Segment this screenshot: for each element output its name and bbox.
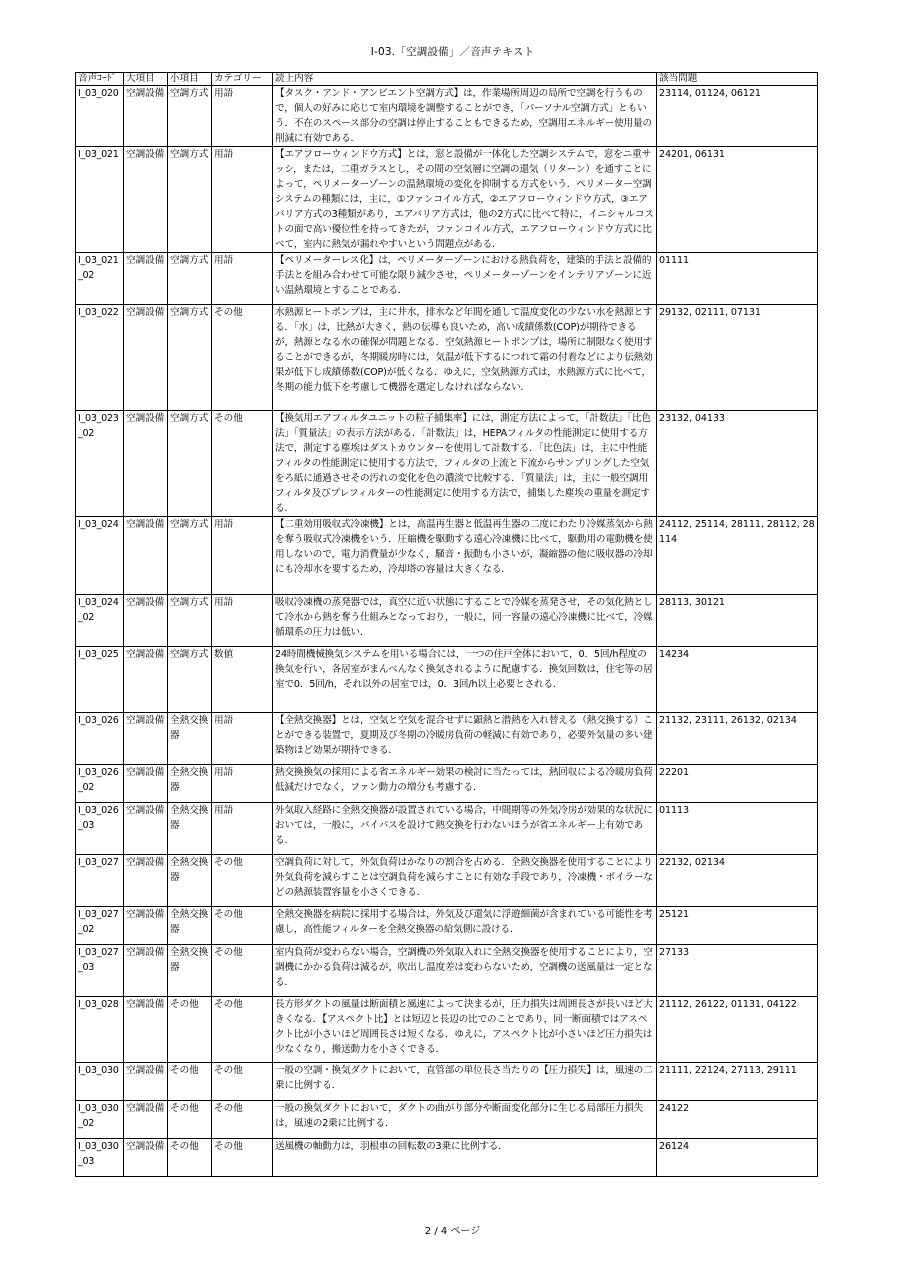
- row-reading-text: 一般の空調・換気ダクトにおいて，直管部の単位長さ当たりの【圧力損失】は，風速の二乗に比例する．: [273, 1063, 657, 1101]
- row-major-item: 空調設備: [124, 997, 168, 1063]
- row-code: I_03_030: [76, 1063, 124, 1101]
- row-minor-item: 全熱交換器: [168, 713, 212, 765]
- row-minor-item: その他: [168, 1139, 212, 1177]
- row-related-questions: 23114, 01124, 06121: [657, 86, 818, 147]
- header-major: 大項目: [124, 73, 168, 86]
- row-related-questions: 24112, 25114, 28111, 28112, 28114: [657, 517, 818, 595]
- row-minor-item: 空調方式: [168, 253, 212, 305]
- table-row: [76, 647, 818, 713]
- row-major-item: 空調設備: [124, 855, 168, 907]
- row-reading-text: 【タスク・アンド・アンビエント空調方式】は，作業場所周辺の局所で空調を行うもので，個人の好みに応じて室内環境を調整することができ，「パーソナル空調方式」ともいう．不在のスペース部分の空調は停止することもできるため，空調用エネルギー使用量の削減に有効である．: [273, 86, 657, 147]
- row-category: 用語: [212, 765, 273, 803]
- row-code: I_03_030_03: [76, 1139, 124, 1177]
- row-reading-text: 室内負荷が変わらない場合，空調機の外気取入れに全熱交換器を使用することにより，空調機にかかる負荷は減るが，吹出し温度差は変わらないため，空調機の送風量は一定となる．: [273, 945, 657, 997]
- row-major-item: 空調設備: [124, 1139, 168, 1177]
- table-row: [76, 253, 818, 305]
- row-related-questions: 22201: [657, 765, 818, 803]
- row-code: I_03_023_02: [76, 411, 124, 517]
- row-category: その他: [212, 1063, 273, 1101]
- row-minor-item: 全熱交換器: [168, 765, 212, 803]
- row-code: I_03_021: [76, 147, 124, 253]
- row-code: I_03_026_02: [76, 765, 124, 803]
- row-reading-text: 送風機の軸動力は，羽根車の回転数の3乗に比例する．: [273, 1139, 657, 1177]
- table-row: [76, 1139, 818, 1177]
- row-major-item: 空調設備: [124, 945, 168, 997]
- row-code: I_03_024_02: [76, 595, 124, 647]
- row-reading-text: 【二重効用吸収式冷凍機】とは，高温再生器と低温再生器の二度にわたり冷媒蒸気から熱を奪う吸収式冷凍機をいう．圧縮機を駆動する遠心冷凍機に比べて，駆動用の電動機を使用しないので，電力消費量が少なく，騒音・振動も小さいが，凝縮器の他に吸収器の冷却にも冷却水を要するため，冷却塔の容量は大きくなる．: [273, 517, 657, 595]
- row-reading-text: 一般の換気ダクトにおいて，ダクトの曲がり部分や断面変化部分に生じる局部圧力損失は，風速の2乗に比例する．: [273, 1101, 657, 1139]
- row-related-questions: 23132, 04133: [657, 411, 818, 517]
- row-related-questions: 14234: [657, 647, 818, 713]
- table-row: [76, 945, 818, 997]
- row-minor-item: 空調方式: [168, 595, 212, 647]
- row-related-questions: 21112, 26122, 01131, 04122: [657, 997, 818, 1063]
- row-code: I_03_024: [76, 517, 124, 595]
- table-row: [76, 855, 818, 907]
- row-minor-item: 空調方式: [168, 517, 212, 595]
- row-category: その他: [212, 997, 273, 1063]
- row-major-item: 空調設備: [124, 907, 168, 945]
- voice-text-table: [75, 72, 818, 1177]
- row-related-questions: 24122: [657, 1101, 818, 1139]
- row-major-item: 空調設備: [124, 765, 168, 803]
- row-related-questions: 21132, 23111, 26132, 02134: [657, 713, 818, 765]
- table-row: [76, 1063, 818, 1101]
- table-row: [76, 86, 818, 147]
- row-reading-text: 【ペリメーターレス化】は，ペリメーターゾーンにおける熱負荷を，建築的手法と設備的手法とを組み合わせて可能な限り減少させ，ペリメーターゾーンをインテリアゾーンに近い温熱環境とすることである．: [273, 253, 657, 305]
- row-category: その他: [212, 945, 273, 997]
- table-row: [76, 147, 818, 253]
- row-reading-text: 外気取入経路に全熱交換器が設置されている場合，中間期等の外気冷房が効果的な状況においては，一般に，バイパスを設けて熱交換を行わないほうが省エネルギー上有効である．: [273, 803, 657, 855]
- row-category: その他: [212, 411, 273, 517]
- row-related-questions: 22132, 02134: [657, 855, 818, 907]
- row-reading-text: 【全熱交換器】とは，空気と空気を混合せずに顕熱と潜熱を入れ替える（熱交換する）ことができる装置で，夏期及び冬期の冷暖房負荷の軽減に有効であり，必要外気量の多い建築物ほど効果が期待できる．: [273, 713, 657, 765]
- row-major-item: 空調設備: [124, 1063, 168, 1101]
- row-code: I_03_027_02: [76, 907, 124, 945]
- row-major-item: 空調設備: [124, 86, 168, 147]
- row-related-questions: 25121: [657, 907, 818, 945]
- row-major-item: 空調設備: [124, 647, 168, 713]
- row-category: その他: [212, 1139, 273, 1177]
- header-content: 読上内容: [273, 73, 657, 86]
- row-major-item: 空調設備: [124, 305, 168, 411]
- row-category: その他: [212, 907, 273, 945]
- page-number: 2 / 4 ページ: [424, 1226, 481, 1237]
- row-category: 用語: [212, 147, 273, 253]
- table-row: [76, 1101, 818, 1139]
- header-code: 音声ｺｰﾄﾞ: [76, 73, 124, 86]
- row-minor-item: その他: [168, 1063, 212, 1101]
- row-category: 用語: [212, 517, 273, 595]
- row-code: I_03_025: [76, 647, 124, 713]
- row-minor-item: 空調方式: [168, 305, 212, 411]
- row-category: 数値: [212, 647, 273, 713]
- row-category: 用語: [212, 86, 273, 147]
- row-code: I_03_020: [76, 86, 124, 147]
- row-category: 用語: [212, 595, 273, 647]
- row-minor-item: 全熱交換器: [168, 945, 212, 997]
- row-code: I_03_022: [76, 305, 124, 411]
- table-row: [76, 713, 818, 765]
- row-major-item: 空調設備: [124, 411, 168, 517]
- table-row: [76, 411, 818, 517]
- row-reading-text: 24時間機械換気システムを用いる場合には，一つの住戸全体において，0．5回/h程度の換気を行い，各居室がまんべんなく換気されるように配慮する．換気回数は，住宅等の居室で0．5回/h，それ以外の居室では，0．3回/h以上必要とされる．: [273, 647, 657, 713]
- row-minor-item: その他: [168, 1101, 212, 1139]
- row-minor-item: その他: [168, 997, 212, 1063]
- row-category: 用語: [212, 713, 273, 765]
- row-minor-item: 全熱交換器: [168, 803, 212, 855]
- row-related-questions: 01111: [657, 253, 818, 305]
- row-minor-item: 空調方式: [168, 147, 212, 253]
- row-reading-text: 長方形ダクトの風量は断面積と風速によって決まるが，圧力損失は周囲長さが長いほど大きくなる．【アスペクト比】とは短辺と長辺の比でのことであり，同一断面積ではアスペクト比が小さいほど周囲長さは短くなる．ゆえに，アスペクト比が小さいほど圧力損失は少なくなり，搬送動力を小さくできる．: [273, 997, 657, 1063]
- row-reading-text: 吸収冷凍機の蒸発器では，真空に近い状態にすることで冷媒を蒸発させ，その気化熱として冷水から熱を奪う仕組みとなっており，一般に，同一容量の遠心冷凍機に比べて，冷媒循環系の圧力は低い．: [273, 595, 657, 647]
- row-minor-item: 空調方式: [168, 647, 212, 713]
- header-minor: 小項目: [168, 73, 212, 86]
- row-reading-text: 全熱交換器を病院に採用する場合は，外気及び還気に浮遊細菌が含まれている可能性を考慮し，高性能フィルターを全熱交換器の給気側に設ける．: [273, 907, 657, 945]
- row-related-questions: 01113: [657, 803, 818, 855]
- row-code: I_03_027: [76, 855, 124, 907]
- row-reading-text: 熱交換換気の採用による省エネルギー効果の検討に当たっては，熱回収による冷暖房負荷低減だけでなく，ファン動力の増分も考慮する．: [273, 765, 657, 803]
- table-row: [76, 907, 818, 945]
- table-row: [76, 305, 818, 411]
- row-related-questions: 26124: [657, 1139, 818, 1177]
- row-category: その他: [212, 855, 273, 907]
- header-category: カテゴリー: [212, 73, 273, 86]
- row-major-item: 空調設備: [124, 147, 168, 253]
- row-major-item: 空調設備: [124, 517, 168, 595]
- row-reading-text: 【エアフローウィンドウ方式】とは，窓と設備が一体化した空調システムで，窓をニ重サッシ，または，二重ガラスとし，その間の空気層に空調の還気（リターン）を通すことによって，ペリメーターゾーンの温熱環境の変化を抑制する方式をいう．ペリメーター空調システムの種類には，主に，①ファンコイル方式，②エアフローウィンドウ方式，③エアバリア方式の3種類があり，エアバリア方式は，他の2方式に比べて特に，イニシャルコストの面で高い優位性を持ってきたが，ファンコイル方式，エアフローウィンドウ方式に比べて，室内に熱気が漏れやすいという問題点がある．: [273, 147, 657, 253]
- row-related-questions: 21111, 22124, 27113, 29111: [657, 1063, 818, 1101]
- header-questions: 該当問題: [657, 73, 818, 86]
- row-code: I_03_027_03: [76, 945, 124, 997]
- row-reading-text: 【換気用エアフィルタユニットの粒子捕集率】には，測定方法によって，「計数法」「比色法」「質量法」の表示方法がある．「計数法」は，HEPAフィルタの性能測定に使用する方法で，測定する塵埃はダストカウンターを使用して計数する．「比色法」は，主に中性能フィルタの性能測定に使用する方法で，フィルタの上流と下流からサンプリングした空気をろ紙に通過させその汚れの変化を色の濃淡で比較する．「質量法」は，主に一般空調用フィルタ及びプレフィルターの性能測定に使用する方法で，捕集した塵埃の重量を測定する．: [273, 411, 657, 517]
- table-row: [76, 997, 818, 1063]
- row-code: I_03_026_03: [76, 803, 124, 855]
- row-reading-text: 空調負荷に対して，外気負荷はかなりの割合を占める．全熱交換器を使用することにより外気負荷を減らすことは空調負荷を減らすことに有効な手段であり，冷凍機・ボイラーなどの熱源装置容量を小さくできる．: [273, 855, 657, 907]
- row-major-item: 空調設備: [124, 713, 168, 765]
- row-code: I_03_021_02: [76, 253, 124, 305]
- row-code: I_03_030_02: [76, 1101, 124, 1139]
- row-related-questions: 27133: [657, 945, 818, 997]
- row-minor-item: 空調方式: [168, 411, 212, 517]
- row-major-item: 空調設備: [124, 595, 168, 647]
- table-row: [76, 517, 818, 595]
- row-minor-item: 全熱交換器: [168, 855, 212, 907]
- row-related-questions: 29132, 02111, 07131: [657, 305, 818, 411]
- table-header-row: [76, 73, 818, 86]
- row-category: その他: [212, 305, 273, 411]
- row-code: I_03_028: [76, 997, 124, 1063]
- page-title: I-03.「空調設備」／音声テキスト: [370, 46, 535, 58]
- row-category: その他: [212, 1101, 273, 1139]
- row-major-item: 空調設備: [124, 803, 168, 855]
- row-major-item: 空調設備: [124, 1101, 168, 1139]
- row-category: 用語: [212, 803, 273, 855]
- row-category: 用語: [212, 253, 273, 305]
- table-row: [76, 765, 818, 803]
- row-related-questions: 24201, 06131: [657, 147, 818, 253]
- table-body: [76, 86, 818, 1177]
- table-row: [76, 595, 818, 647]
- row-major-item: 空調設備: [124, 253, 168, 305]
- table-row: [76, 803, 818, 855]
- row-code: I_03_026: [76, 713, 124, 765]
- row-reading-text: 水熱源ヒートポンプは，主に井水，排水など年間を通して温度変化の少ない水を熱源とする．「水」は，比熱が大きく，熱の伝導も良いため，高い成績係数(COP)が期待できるが，熱源となる水の確保が問題となる．空気熱源ヒートポンプは，場所に制限なく使用することができるが，冬期暖房時には，気温が低下するにつれて霜の付着などにより伝熱効果が低下し成績係数(COP)が低くなる．ゆえに，空気熱源方式は，水熱源方式に比べて，冬期の能力低下を考慮して機器を選定しなければならない．: [273, 305, 657, 411]
- row-related-questions: 28113, 30121: [657, 595, 818, 647]
- row-minor-item: 空調方式: [168, 86, 212, 147]
- row-minor-item: 全熱交換器: [168, 907, 212, 945]
